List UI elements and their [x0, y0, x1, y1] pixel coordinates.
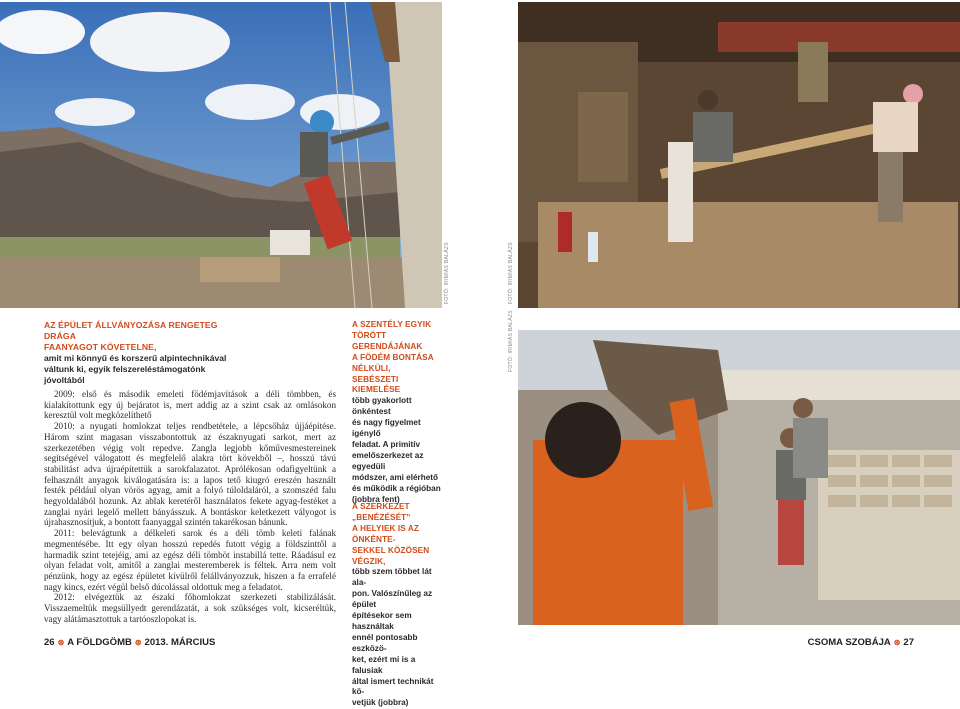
caption-subtext-line: emelőszerkezet az egyedüli [352, 450, 424, 471]
paragraph-2012: 2012: elvégeztük az északi főhomlokzat szerkezeti stabilizálását. Visszaemeltük megsüllyedt gerendázatát, a sok szükséges volt, kicseréltük, vagy alátámasztottuk a tartóoszlopokat is. [44, 592, 336, 624]
caption-subtext-line: több szem többet lát ala- [352, 567, 432, 588]
magazine-name: A FÖLDGÖMB [67, 637, 132, 648]
caption-heading-line: SEKKEL KÖZÖSEN VÉGZIK, [352, 545, 430, 566]
footer-right [808, 637, 914, 648]
caption-subtext-line: és működik a régióban [352, 483, 441, 493]
photo-credit: FOTÓ: IRIMIÁS BALÁZS [444, 242, 450, 304]
caption-heading-line: A HELYIEK IS AZ ÖNKÉNTE- [352, 523, 420, 544]
photo-credit: FOTÓ: IRIMIÁS BALÁZS [508, 242, 514, 304]
paragraph-2011: 2011: belevágtunk a délkeleti sarok és a déli tömb keleti falának megmentésébe. Itt egy olyan hosszú repedés futott végig a földszinttől a harmadik szint tetejéig, ami az egész déli tömböt instabillá tette. Ráadásul ez olyan feladat volt, amitől a zanglai mesteremberek is féltek. Arra nem volt pénzünk, hogy az egész épületet kívülről felállványozzuk, hiszen a fa errafelé nagy kincs, ezért végül belső dúcolással oldottuk meg a feladatot. [44, 528, 336, 592]
caption-subtext-line: módszer, ami elérhető [352, 472, 439, 482]
caption-subtext-line: váltunk ki, egyik felszereléstámogatónk jóvoltából [44, 364, 206, 385]
globe-icon: ⊛ [893, 638, 901, 647]
photo-beam-inspection [518, 330, 960, 625]
globe-icon: ⊛ [57, 638, 65, 647]
globe-icon: ⊛ [134, 638, 142, 647]
section-title: CSOMA SZOBÁJA [807, 637, 891, 648]
caption-structure-inspection [352, 502, 444, 709]
caption-subtext-line: ket, ezért mi is a falusiak [352, 654, 416, 675]
caption-subtext-line: építésekor sem használtak [352, 611, 412, 631]
page-number: 27 [903, 637, 914, 648]
article-body [44, 389, 336, 624]
footer-left [44, 637, 215, 648]
caption-scaffolding [44, 320, 244, 386]
issue-date: 2013. MÁRCIUS [144, 637, 216, 648]
caption-subtext-line: feladat. A primitív [352, 439, 421, 449]
caption-heading-line: FAANYAGOT KÖVETELNE, [44, 342, 157, 352]
caption-heading-line: TÖRÖTT GERENDÁJÁNAK [352, 330, 423, 351]
page-number: 26 [44, 637, 55, 648]
paragraph-2010: 2010: a nyugati homlokzat teljes rendbetétele, a lépcsőház újjáépítése. Három szint magasan visszabontottuk az északnyugati sarkot, mert az szerkezetében végig volt repedve. Zangla legjobb kőművesmestereinek segítségével válogatott és megfelelő alakra tört kövekből –, hosszú távú stabilitást adva újraépítettük a sarokfalazatot. Aprólékosan odafigyeltünk a felhasznált anyagok kiválogatására is: a lapos tető kiugró ereszén használt festék például olyan vörös agyag, amit a folyó túloldaláról, a szomszéd falu hegyoldalából hozunk. Az ablak keretéről használatos fekete agyag-festéket a zanglai nyári legelő mellett bányásszuk. A bontáskor keletkezett vályogot is újrahasznosítjuk, a bontott faanyaggal szintén takarékosan bánunk. [44, 421, 336, 528]
caption-beam-extraction [352, 320, 444, 505]
photo-credit: FOTÓ: IRIMIÁS BALÁZS [508, 310, 514, 372]
caption-heading-line: AZ ÉPÜLET ÁLLVÁNYOZÁSA RENGETEG DRÁGA [44, 320, 218, 341]
caption-subtext-line: ennél pontosabb eszközö- [352, 632, 418, 653]
caption-subtext-line: és nagy figyelmet igénylő [352, 418, 421, 439]
caption-heading-line: A SZERKEZET „BENÉZÉSÉT” [352, 502, 411, 522]
photo-interior-beam-lifting [518, 2, 960, 308]
paragraph-2009: 2009: első és második emeleti födémjavítások a déli tömbben, és kialakítottunk egy új bejáratot is, mert addig az a szint csak az omlásokon keresztül volt megközelíthető [44, 389, 336, 421]
photo-climber-on-wall [0, 2, 442, 308]
caption-heading-line: A FÖDÉM BONTÁSA NÉLKÜLI, [352, 352, 434, 373]
caption-subtext-line: (jobbra fent) [352, 494, 400, 504]
caption-heading-line: SEBÉSZETI KIEMELÉSE [352, 374, 401, 395]
caption-subtext-line: amit mi könnyű és korszerű alpintechnikával [44, 353, 227, 363]
caption-subtext-line: pon. Valószínűleg az épület [352, 589, 433, 610]
caption-heading-line: A SZENTÉLY EGYIK [352, 320, 432, 329]
caption-subtext-line: vetjük (jobbra) [352, 698, 409, 708]
caption-subtext-line: több gyakorlott önkéntest [352, 396, 412, 417]
caption-subtext-line: által ismert technikát kö- [352, 676, 434, 697]
